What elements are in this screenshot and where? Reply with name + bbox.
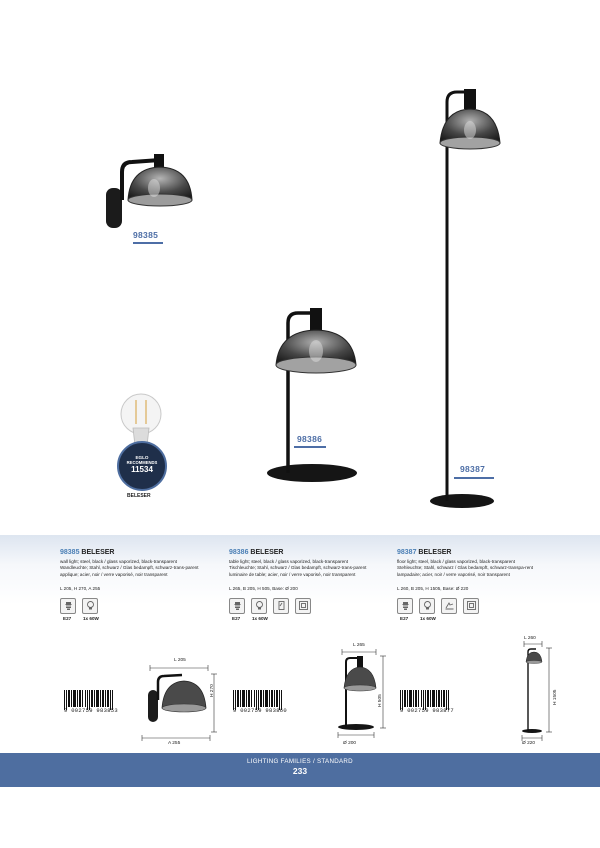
wattage-label: 1x 60W <box>252 615 268 621</box>
badge-recommends: RECOMMENDS <box>126 460 158 465</box>
product-heading <box>397 548 567 557</box>
dim-base-diameter: Ø 200 <box>343 741 357 746</box>
dimensions: L 265, B 205, H 505, Base: Ø 200 <box>229 586 298 592</box>
product-code-underline <box>294 446 326 448</box>
dim-base-diameter: Ø 220 <box>522 741 536 746</box>
desc-en: wall light; steel, black / glass vaporized, black-transparent <box>60 559 177 564</box>
product-code-underline <box>454 477 494 479</box>
desc-fr: luminaire de table; acier, noir / verre vaporisé, noir transparent <box>229 571 356 577</box>
dim-height: H 270 <box>210 684 215 697</box>
desc-en: table light; steel, black / glass vaporized, black-transparent <box>229 559 348 564</box>
badge-family-name: BELESER <box>127 493 151 499</box>
barcode-number: 9 002759 983853 <box>64 707 119 714</box>
page-footer <box>0 753 600 787</box>
socket-label: E27 <box>232 615 241 621</box>
product-code: 98385 <box>60 549 80 556</box>
product-heading <box>229 548 399 557</box>
dim-length: L 260 <box>524 636 536 641</box>
desc-de: Wandleuchte; Stahl, schwarz / Glas bedampft, schwarz-trans-parent <box>60 565 199 571</box>
product-code: 98386 <box>229 549 249 556</box>
footer-section-title: LIGHTING FAMILIES / STANDARD <box>247 758 353 765</box>
dimensions: L 260, B 205, H 1505, Base: Ø 220 <box>397 586 469 592</box>
dim-length: L 205 <box>174 658 186 663</box>
product-info-98385 <box>60 548 230 622</box>
socket-label: E27 <box>63 615 72 621</box>
dim-height: H 505 <box>378 694 383 707</box>
socket-label: E27 <box>400 615 409 621</box>
protection-class-icon <box>295 598 311 614</box>
socket-icon <box>397 598 413 614</box>
product-name: BELESER <box>250 549 284 556</box>
product-info-98386 <box>229 548 399 622</box>
desc-fr: lampadaire; acier, noir / verre vaporisé, noir transparent <box>397 571 510 577</box>
dim-height: H 1505 <box>553 689 558 705</box>
product-code-underline <box>133 242 163 244</box>
product-info-98387 <box>397 548 567 622</box>
product-name: BELESER <box>81 549 115 556</box>
bulb-icon <box>251 598 267 614</box>
bulb-icon <box>82 598 98 614</box>
product-code-label-98386: 98386 <box>297 434 323 444</box>
barcode-number: 9 002759 983860 <box>233 707 288 714</box>
wattage-label: 1x 60W <box>420 615 436 621</box>
switch-icon <box>273 598 289 614</box>
eglo-recommends-badge <box>117 441 167 491</box>
floor-lamp-drawing <box>516 640 556 745</box>
protection-class-icon <box>463 598 479 614</box>
dimensions: L 205, H 270, A 255 <box>60 586 101 592</box>
wall-lamp-drawing <box>140 660 225 745</box>
product-name: BELESER <box>418 549 452 556</box>
foot-switch-icon <box>441 598 457 614</box>
product-code-label-98385: 98385 <box>133 230 159 240</box>
barcode-number: 9 002759 983877 <box>400 707 455 714</box>
bulb-icon <box>419 598 435 614</box>
desc-de: Tischleuchte; Stahl, schwarz / Glas bedampft, schwarz-trans-parent <box>229 565 367 571</box>
desc-en: floor light; steel, black / glass vaporized, black-transparent <box>397 559 515 564</box>
desc-fr: applique; acier, noir / verre vaporisé, noir transparent <box>60 571 168 577</box>
dim-projection: A 255 <box>168 741 181 746</box>
socket-icon <box>60 598 76 614</box>
page-number: 233 <box>292 766 308 776</box>
product-code-label-98387: 98387 <box>460 464 486 474</box>
desc-de: Stehleuchte; Stahl, schwarz / Glas bedampft, schwarz-transpa-rent <box>397 565 534 571</box>
floor-lamp-photo <box>428 86 508 516</box>
table-lamp-photo <box>262 305 367 490</box>
dim-length: L 265 <box>353 643 365 648</box>
socket-icon <box>229 598 245 614</box>
badge-number: 11534 <box>131 465 153 474</box>
product-code: 98387 <box>397 549 417 556</box>
badge-brand: EGLO <box>135 455 149 460</box>
product-heading <box>60 548 230 557</box>
wattage-label: 1x 60W <box>83 615 99 621</box>
